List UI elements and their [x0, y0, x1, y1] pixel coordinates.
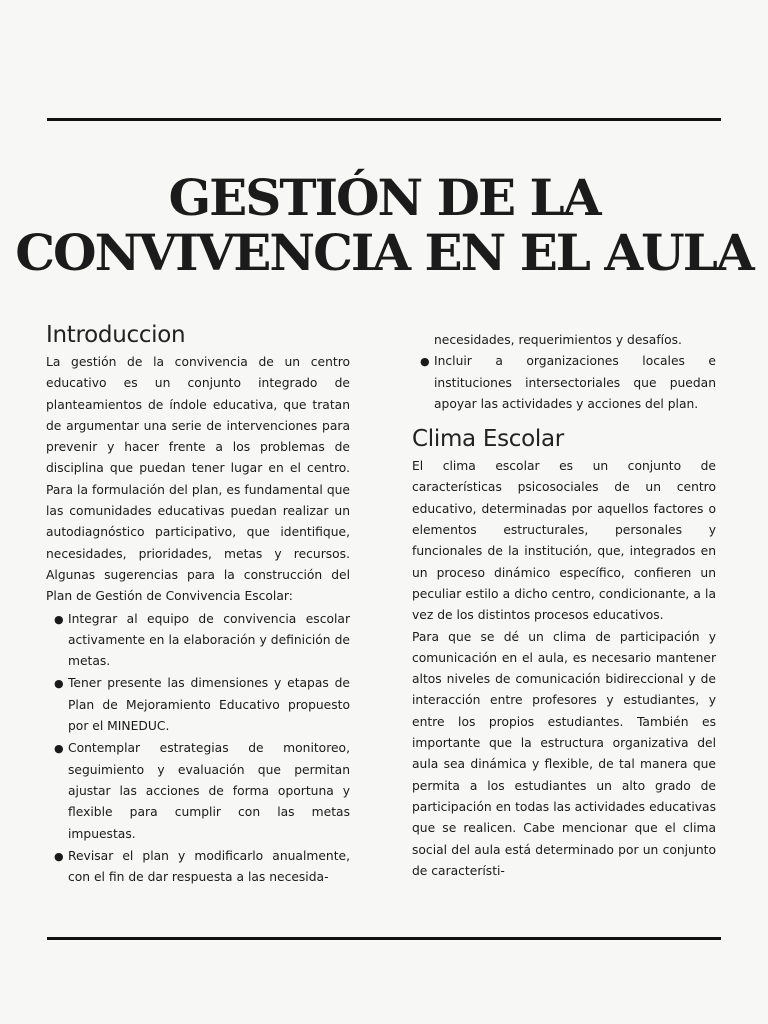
list-item: [46, 673, 350, 737]
list-item: [412, 351, 716, 415]
clima-escolar-heading: Clima Escolar: [412, 426, 564, 453]
left-column: [46, 318, 350, 888]
list-item-text: Contemplar estrategias de monitoreo, seguimiento y evaluación que permitan ajustar las acciones de forma oportuna y flexible para cumplir con las metas impuestas.: [68, 741, 350, 841]
list-item-text: Integrar al equipo de convivencia escolar activamente en la elaboración y definición de metas.: [68, 611, 350, 669]
suggestions-list: [46, 609, 350, 889]
bullet-icon: ●: [420, 355, 430, 369]
clima-paragraph-2: Para que se dé un clima de participación y comunicación en el aula, es necesario mantener altos niveles de comunicación bidireccional y de interacción entre profesores y estudiantes, y entre los propios estudiantes. También es importante que la estructura organizativa del aula sea dinámica y flexible, de tal manera que permita a los estudiantes un alto grado de participación en todas las actividades educativas que se realicen. Cabe mencionar que el clima social del aula está determinado por un conjunto de característi-: [412, 629, 716, 878]
list-item: [46, 846, 350, 889]
introduccion-paragraph: La gestión de la convivencia de un centro educativo es un conjunto integrado de planteamientos de índole educativa, que tratan de argumentar una serie de intervenciones para prevenir y hacer frente a los problemas de disciplina que puedan tener lugar en el centro. Para la formulación del plan, es fundamental que las comunidades educativas puedan realizar un autodiagnóstico participativo, que identifique, necesidades, prioridades, metas y recursos. Algunas sugerencias para la construcción del Plan de Gestión de Convivencia Escolar:: [46, 355, 350, 604]
bullet-icon: ●: [54, 612, 64, 626]
top-divider: [47, 118, 721, 121]
list-item: [46, 609, 350, 673]
introduccion-heading: Introduccion: [46, 322, 186, 348]
right-column: [412, 330, 716, 882]
suggestions-list-continued: [412, 351, 716, 415]
list-item-text: Revisar el plan y modificarlo anualmente, con el fin de dar respuesta a las necesida-: [68, 848, 350, 885]
page-title: [0, 170, 768, 280]
list-continuation: necesidades, requerimientos y desafíos.: [434, 333, 682, 347]
bullet-icon: ●: [54, 677, 64, 691]
list-item: [46, 738, 350, 844]
title-line-1: GESTIÓN DE LA: [168, 168, 600, 227]
bottom-divider: [47, 937, 721, 940]
list-item-text: Tener presente las dimensiones y etapas de Plan de Mejoramiento Educativo propuesto por el MINEDUC.: [68, 676, 350, 734]
bullet-icon: ●: [54, 849, 64, 863]
title-line-2: CONVIVENCIA EN EL AULA: [15, 223, 753, 282]
bullet-icon: ●: [54, 742, 64, 756]
clima-paragraph-1: El clima escolar es un conjunto de características psicosociales de un centro educativo, determinadas por aquellos factores o elementos estructurales, personales y funcionales de la institución, que, integrados en un proceso dinámico específico, confieren un peculiar estilo a dicho centro, condicionante, a la vez de los distintos procesos educativos.: [412, 459, 716, 623]
list-item-text: Incluir a organizaciones locales e instituciones intersectoriales que puedan apoyar las actividades y acciones del plan.: [434, 354, 716, 411]
